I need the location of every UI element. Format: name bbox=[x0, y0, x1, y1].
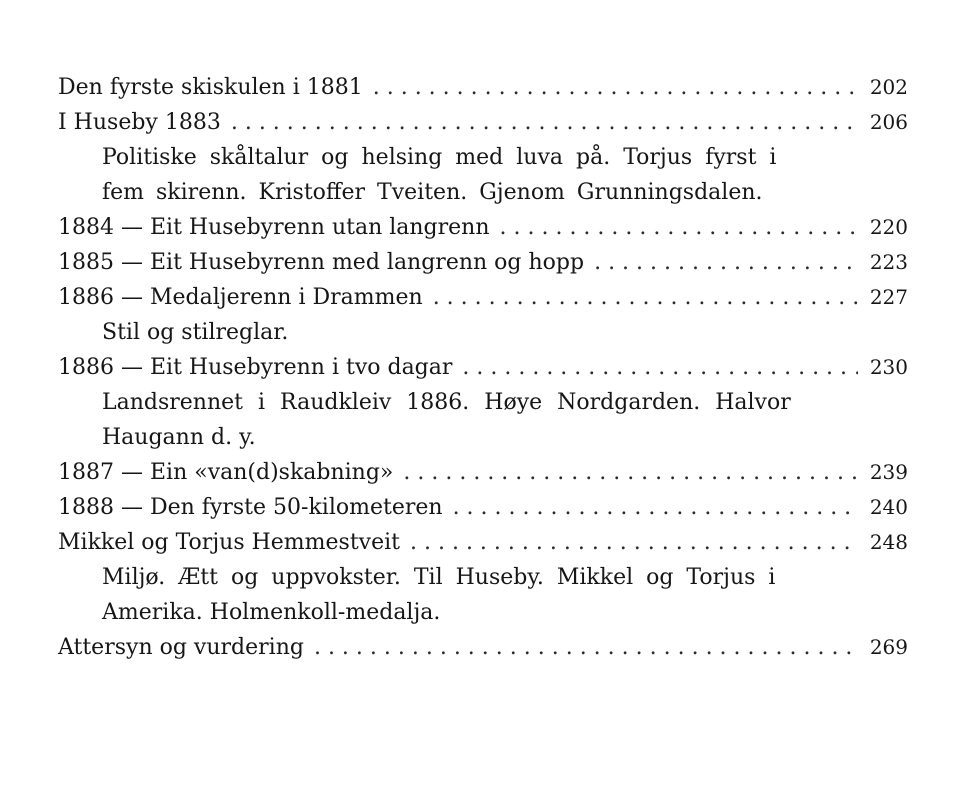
entry-page-number: 220 bbox=[869, 215, 908, 239]
entry-title: 1884 — Eit Husebyrenn utan langrenn bbox=[58, 215, 490, 240]
entry-title: I Huseby 1883 bbox=[58, 110, 221, 135]
entry-title: 1886 — Eit Husebyrenn i tvo dagar bbox=[58, 355, 453, 380]
entry-title: 1887 — Ein «van(d)skabning» bbox=[58, 460, 394, 485]
entry-page-number: 230 bbox=[869, 355, 908, 379]
toc-entry bbox=[58, 210, 908, 245]
entry-page-number: 269 bbox=[869, 635, 908, 659]
dot-leader bbox=[231, 105, 858, 140]
subtopic-line: Haugann d. y. bbox=[102, 425, 256, 450]
dot-leader bbox=[433, 280, 858, 315]
dot-leader bbox=[500, 210, 858, 245]
dot-leader bbox=[453, 490, 858, 525]
entry-title: Attersyn og vurdering bbox=[58, 635, 304, 660]
entry-page-number: 239 bbox=[869, 460, 908, 484]
entry-subtopics bbox=[58, 315, 908, 350]
entry-page-number: 248 bbox=[869, 530, 908, 554]
table-of-contents bbox=[58, 70, 908, 665]
entry-subtopics bbox=[58, 385, 908, 455]
toc-entry bbox=[58, 525, 908, 560]
toc-entry bbox=[58, 245, 908, 280]
toc-entry bbox=[58, 630, 908, 665]
subtopic-line: Stil og stilreglar. bbox=[102, 320, 289, 345]
entry-subtopics bbox=[58, 140, 908, 210]
dot-leader bbox=[594, 245, 858, 280]
toc-entry bbox=[58, 350, 908, 385]
entry-title: Den fyrste skiskulen i 1881 bbox=[58, 75, 363, 100]
subtopic-line: fem skirenn. Kristoffer Tveiten. Gjenom Grunningsdalen. bbox=[102, 180, 763, 205]
subtopic-line: Landsrennet i Raudkleiv 1886. Høye Nordgarden. Halvor bbox=[102, 390, 791, 415]
dot-leader bbox=[410, 525, 858, 560]
entry-title: 1888 — Den fyrste 50-kilometeren bbox=[58, 495, 443, 520]
dot-leader bbox=[314, 630, 858, 665]
dot-leader bbox=[462, 350, 858, 385]
toc-entry bbox=[58, 105, 908, 140]
entry-page-number: 223 bbox=[869, 250, 908, 274]
toc-entry bbox=[58, 490, 908, 525]
entry-title: 1885 — Eit Husebyrenn med langrenn og hopp bbox=[58, 250, 585, 275]
toc-entry bbox=[58, 455, 908, 490]
entry-page-number: 202 bbox=[869, 75, 908, 99]
entry-title: Mikkel og Torjus Hemmestveit bbox=[58, 530, 400, 555]
entry-page-number: 227 bbox=[869, 285, 908, 309]
dot-leader bbox=[373, 70, 858, 105]
entry-page-number: 206 bbox=[869, 110, 908, 134]
toc-entry bbox=[58, 70, 908, 105]
entry-title: 1886 — Medaljerenn i Drammen bbox=[58, 285, 423, 310]
subtopic-line: Miljø. Ætt og uppvokster. Til Huseby. Mikkel og Torjus i bbox=[102, 565, 776, 590]
entry-subtopics bbox=[58, 560, 908, 630]
entry-page-number: 240 bbox=[869, 495, 908, 519]
subtopic-line: Politiske skåltalur og helsing med luva på. Torjus fyrst i bbox=[102, 145, 777, 170]
subtopic-line: Amerika. Holmenkoll-medalja. bbox=[102, 600, 441, 625]
dot-leader bbox=[403, 455, 858, 490]
toc-entry bbox=[58, 280, 908, 315]
